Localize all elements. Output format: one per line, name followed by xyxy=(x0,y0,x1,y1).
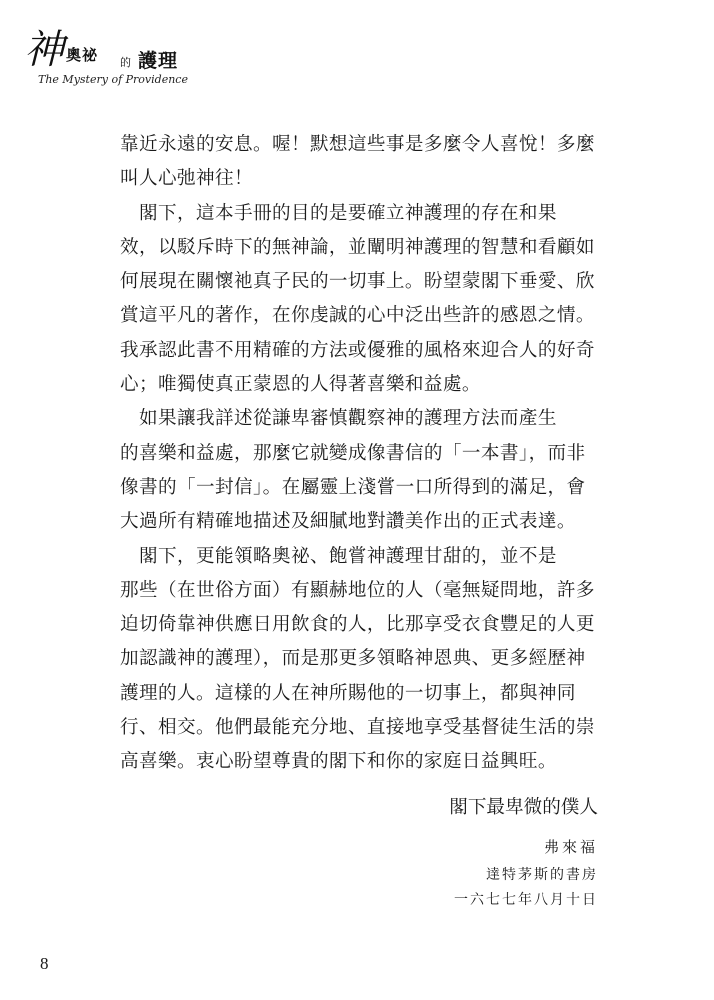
signature-place: 達特茅斯的書房 xyxy=(486,867,598,883)
text-line: 效，以駁斥時下的無神論，並闡明神護理的智慧和看顧如 xyxy=(120,236,595,258)
text-line: 心；唯獨使真正蒙恩的人得著喜樂和益處。 xyxy=(120,374,481,396)
text-line: 高喜樂。衷心盼望尊貴的閣下和你的家庭日益興旺。 xyxy=(120,751,557,773)
text-line: 何展現在關懷祂真子民的一切事上。盼望蒙閣下垂愛、欣 xyxy=(120,271,595,293)
logo-char-end: 護理 xyxy=(138,50,179,72)
text-line: 我承認此書不用精確的方法或優雅的風格來迎合人的好奇 xyxy=(120,339,595,361)
text-line: 那些（在世俗方面）有顯赫地位的人（毫無疑問地，許多 xyxy=(120,579,595,601)
page-number: 8 xyxy=(40,954,49,973)
text-line: 賞這平凡的著作，在你虔誠的心中泛出些許的感恩之情。 xyxy=(120,305,595,327)
text-line: 大過所有精確地描述及細膩地對讚美作出的正式表達。 xyxy=(120,511,576,533)
signature-author: 弗來福 xyxy=(543,838,598,856)
text-line: 迫切倚靠神供應日用飲食的人，比那享受衣食豐足的人更 xyxy=(120,614,595,636)
text-line: 加認識神的護理），而是那更多領略神恩典、更多經歷神 xyxy=(120,648,586,670)
body-text xyxy=(120,128,600,780)
text-line: 靠近永遠的安息。喔！默想這些事是多麼令人喜悅！多麼 xyxy=(120,134,595,155)
signature-closing: 閣下最卑微的僕人 xyxy=(449,797,598,818)
logo-char-large: 神 xyxy=(24,27,64,73)
logo-char-small: 的 xyxy=(120,56,131,69)
text-line: 如果讓我詳述從謙卑審慎觀察神的護理方法而產生 xyxy=(120,408,557,430)
text-line: 閣下，更能領略奧祕、飽嘗神護理甘甜的，並不是 xyxy=(120,545,557,567)
text-line: 閣下，這本手冊的目的是要確立神護理的存在和果 xyxy=(120,202,557,224)
text-line: 叫人心弛神往！ xyxy=(120,168,253,190)
text-line: 的喜樂和益處，那麼它就變成像書信的「一本書」，而非 xyxy=(120,442,586,464)
book-title-logo xyxy=(24,28,194,98)
text-line: 像書的「一封信」。在屬靈上淺嘗一口所得到的滿足，會 xyxy=(120,476,586,498)
logo-char-mid: 奧祕 xyxy=(66,46,99,64)
text-line: 行、相交。他們最能充分地、直接地享受基督徒生活的崇 xyxy=(120,717,595,739)
logo-subtitle: The Mystery of Providence xyxy=(38,73,188,86)
signature-date: 一六七七年八月十日 xyxy=(454,892,598,908)
text-line: 護理的人。這樣的人在神所賜他的一切事上，都與神同 xyxy=(120,682,576,704)
